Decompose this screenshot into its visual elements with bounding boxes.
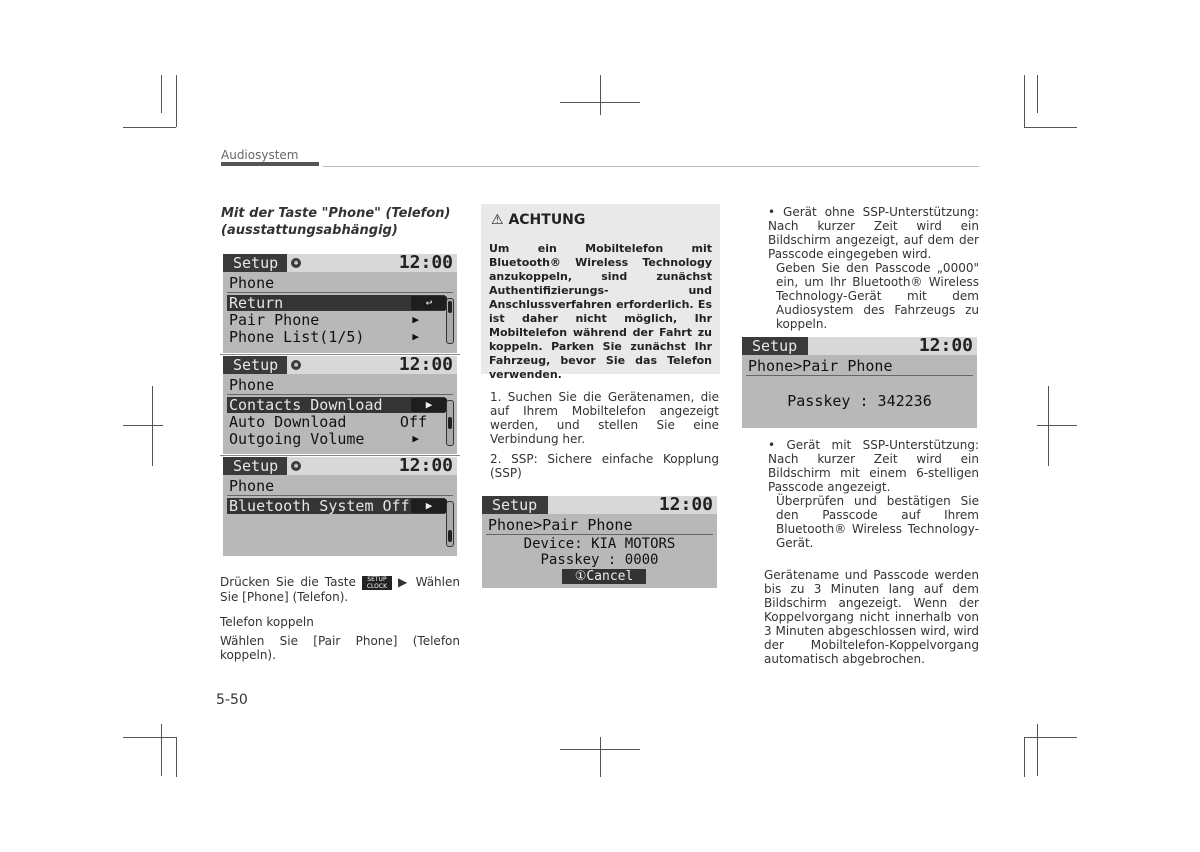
setup-tab: Setup [482,496,548,514]
scroll-thumb [448,417,452,429]
key-label: SETUP [367,575,387,583]
warning-box [481,204,720,381]
crop-mark [1024,127,1077,128]
clock: 12:00 [398,254,453,273]
page-number: 5-50 [216,692,248,708]
clock: 12:00 [398,356,453,375]
bluetooth-icon: ✱ [291,360,301,370]
screen-divider [227,394,453,395]
menu-item-label: Bluetooth System Off [229,497,410,515]
bullet-ssp-supported-detail: Überprüfen und bestätigen Sie den Passcode auf Ihrem Bluetooth® Wireless Technology-Gerät. [776,494,979,550]
crop-mark [1024,75,1025,127]
menu-item-pair-phone[interactable] [227,312,445,328]
setup-tab: Setup [223,356,287,374]
crop-mark [161,724,162,776]
auto-download-value: Off [399,413,427,431]
passkey: Passkey : 0000 [540,552,659,568]
menu-item-label: Auto Download [229,413,347,431]
step-2: 2. SSP: Sichere einfache Kopplung (SSP) [490,452,719,480]
arrow-right-icon: ▶ [412,313,419,326]
section-rule [323,166,979,167]
section-heading: Mit der Taste "Phone" (Telefon) (ausstattungsabhängig) [221,206,451,238]
crop-mark [1024,737,1077,738]
menu-item-label: Phone List(1/5) [229,328,365,346]
lcd-screen-pair-phone-passkey [742,337,977,428]
setup-tab: Setup [223,254,287,272]
screen-divider [486,534,713,535]
menu-item-phone-list[interactable] [227,329,445,345]
crop-mark [1037,425,1077,426]
crop-mark [600,75,601,115]
timeout-paragraph: Gerätename und Passcode werden bis zu 3 Minuten lang auf dem Bildschirm angezeigt. Wenn der Koppelvorgang nicht innerhalb von 3 Minuten abgeschlossen wird, wird der Mobiltelefon-Koppelvorgang automatisch abgebrochen. [764,568,979,666]
menu-item-outgoing-volume[interactable] [227,431,445,447]
screen-title: Phone [229,274,275,292]
arrow-right-icon: ▶ [412,432,419,445]
lcd-screen-pair-phone-ssp [482,496,717,588]
screen-title: Phone>Pair Phone [748,357,893,375]
back-icon: ↩ [411,296,447,310]
menu-item-label: Pair Phone [229,311,320,329]
setup-tab: Setup [742,337,808,355]
scroll-thumb [448,301,452,313]
cancel-button[interactable]: ①Cancel [562,569,646,584]
scroll-thumb [448,530,452,542]
scrollbar[interactable] [446,400,454,446]
bluetooth-icon: ✱ [291,258,301,268]
bullet-ssp-supported: • Gerät mit SSP-Unterstützung: Nach kurzer Zeit wird ein Bildschirm mit einem 6-stelligen Passcode angezeigt. [768,438,979,494]
crop-mark [560,102,640,103]
lcd-screen-phone-menu-3 [223,457,457,556]
divider [220,354,460,355]
device-name: Device: KIA MOTORS [523,536,676,552]
instruction-text: ▶ Wählen Sie [Phone] (Telefon). [220,575,460,604]
setup-tab: Setup [223,457,287,475]
instruction-text: Drücken Sie die Taste [220,575,356,589]
menu-item-bluetooth-system-off[interactable] [227,498,445,514]
crop-mark [600,737,601,777]
scrollbar[interactable] [446,298,454,344]
clock: 12:00 [918,337,973,356]
crop-mark [1037,724,1038,776]
body-text: Wählen Sie [Pair Phone] (Telefon koppeln). [220,634,460,662]
crop-mark [123,737,176,738]
crop-mark [123,127,176,128]
instruction-paragraph [220,575,460,604]
crop-mark [1024,737,1025,777]
divider [220,455,460,456]
subheading: Telefon koppeln [220,615,314,629]
step-1: 1. Suchen Sie die Gerätenamen, die auf Ihrem Mobiltelefon angezeigt werden, und stellen Sie eine Verbindung her. [490,390,719,446]
menu-item-label: Contacts Download [229,396,383,414]
section-rule [221,162,319,166]
crop-mark [1048,386,1049,466]
crop-mark [176,75,177,127]
screen-title: Phone [229,376,275,394]
arrow-right-icon: ▶ [412,330,419,343]
key-label: CLOCK [366,582,388,590]
crop-mark [123,425,163,426]
crop-mark [560,749,640,750]
section-label: Audiosystem [221,148,299,162]
scrollbar[interactable] [446,501,454,547]
crop-mark [161,75,162,113]
bluetooth-icon: ✱ [291,461,301,471]
lcd-screen-phone-menu-1 [223,254,457,353]
setup-clock-key-icon [362,576,392,590]
crop-mark [176,737,177,777]
arrow-right-icon: ▶ [411,398,447,412]
clock: 12:00 [398,457,453,476]
lcd-screen-phone-menu-2 [223,356,457,454]
screen-divider [746,375,973,376]
crop-mark [1037,75,1038,113]
passkey: Passkey : 342236 [787,392,932,410]
clock: 12:00 [658,496,713,515]
screen-title: Phone>Pair Phone [488,516,633,534]
warning-title: ACHTUNG [508,212,586,228]
menu-item-label: Return [229,294,284,312]
screen-divider [227,292,453,293]
menu-item-label: Outgoing Volume [229,430,365,448]
bullet-ssp-unsupported: • Gerät ohne SSP-Unterstützung: Nach kurzer Zeit wird ein Bildschirm angezeigt, auf dem der Passcode eingegeben wird. [768,205,979,261]
warning-heading [491,212,585,228]
crop-mark [152,386,153,466]
warning-text: Um ein Mobiltelefon mit Bluetooth® Wireless Technology anzukoppeln, sind zunächst Authentifizierungs- und Anschlussverfahren erforderlich. Es ist daher nicht möglich, Ihr Mobiltelefon während der Fahrt zu koppeln. Parken Sie zunächst Ihr Fahrzeug, bevor Sie das Telefon verwenden. [489,242,712,381]
menu-item-contacts-download[interactable] [227,397,445,413]
warning-icon: ⚠ [491,212,504,228]
screen-title: Phone [229,477,275,495]
menu-item-return[interactable] [227,295,445,311]
arrow-right-icon: ▶ [411,499,447,513]
menu-item-auto-download[interactable] [227,414,445,430]
bullet-ssp-unsupported-detail: Geben Sie den Passcode „0000" ein, um Ihr Bluetooth® Wireless Technology-Gerät mit dem Audiosystem des Fahrzeugs zu koppeln. [776,261,979,331]
screen-divider [227,495,453,496]
